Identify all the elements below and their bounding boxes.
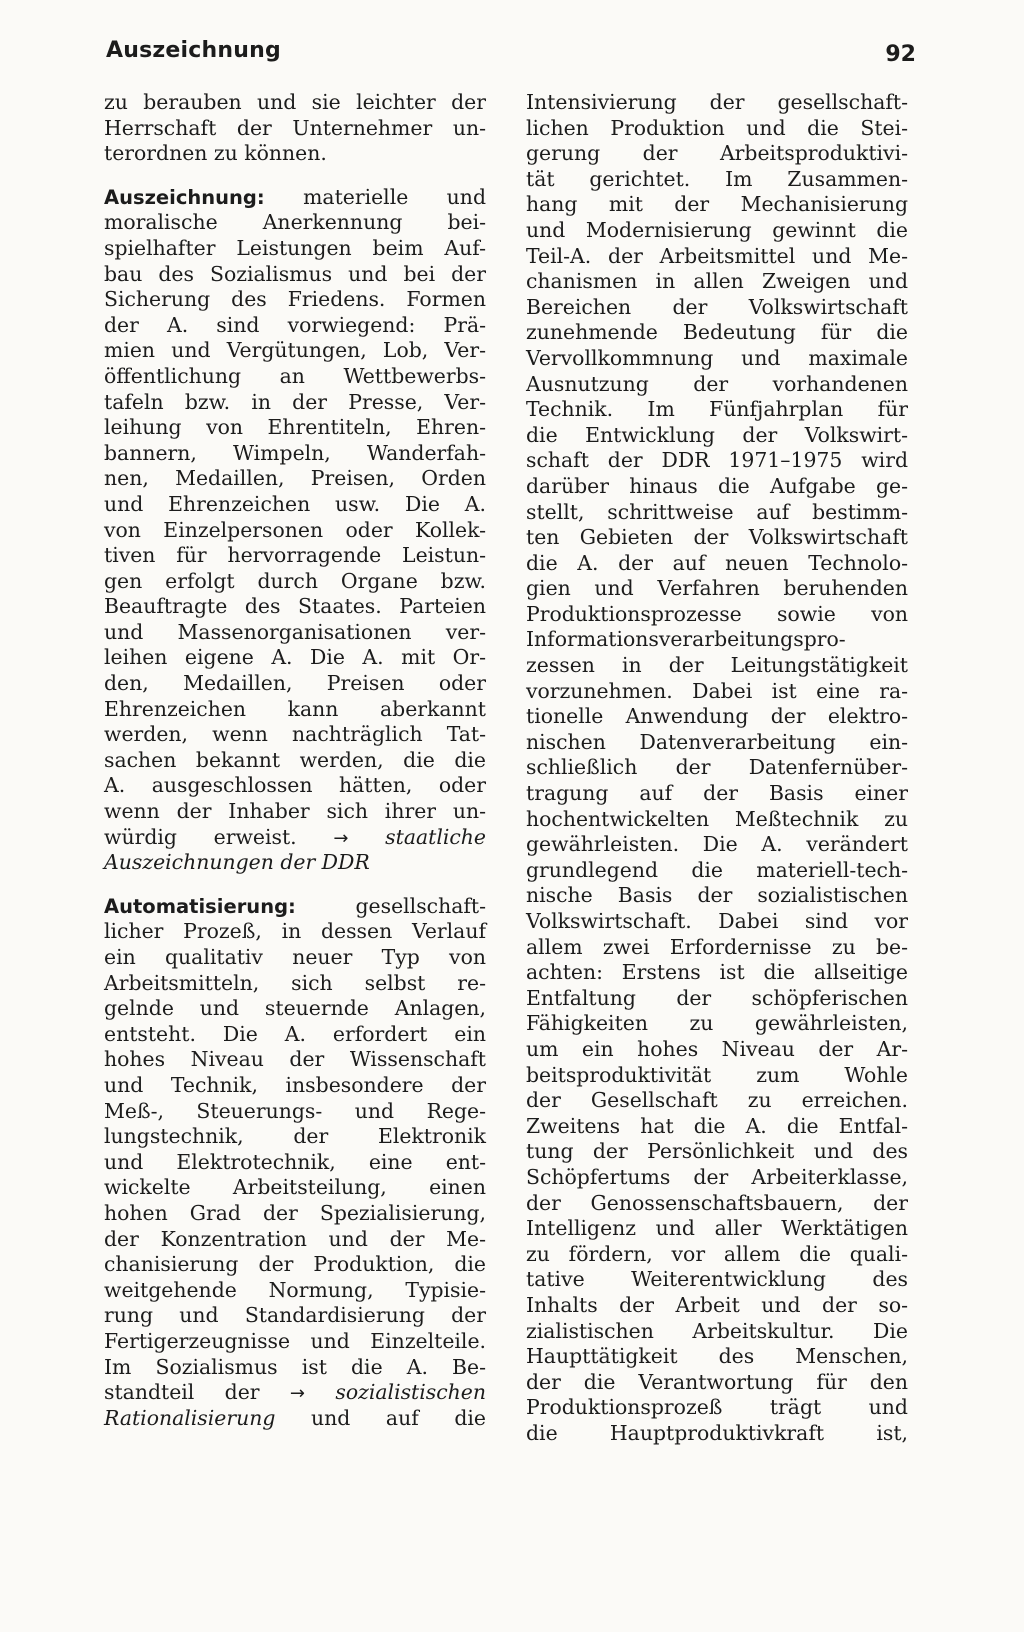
text-line [526, 551, 908, 577]
line-text: gien und Verfahren beruhenden [526, 576, 908, 601]
line-text: Arbeitsmitteln, sich selbst re- [104, 970, 486, 995]
line-text: Volkswirtschaft. Dabei sind vor [526, 909, 908, 933]
line-text: nischen Datenverarbeitung ein- [526, 729, 908, 754]
line-text: Produktionsprozesse sowie von [526, 601, 908, 626]
text-line [104, 262, 486, 288]
text-line [526, 1088, 908, 1114]
line-text: beitsproduktivität zum Wohle [526, 1062, 908, 1087]
text-line [104, 799, 486, 825]
text-line [104, 1355, 486, 1381]
text-line [526, 192, 908, 218]
text-line [526, 1165, 908, 1191]
text-line [104, 390, 486, 416]
text-line [104, 620, 486, 646]
cross-reference-term: sozialistischen [305, 1380, 486, 1405]
line-text: zu berauben und sie leichter der [104, 90, 486, 114]
text-line [526, 167, 908, 193]
text-line [526, 1242, 908, 1268]
line-text: darüber hinaus die Aufgabe ge- [526, 473, 908, 498]
line-text: um ein hohes Niveau der Ar- [526, 1036, 908, 1061]
line-text: leihen eigene A. Die A. mit Or- [104, 645, 486, 670]
text-line [526, 627, 908, 653]
line-text: achten: Erstens ist die allseitige [526, 960, 908, 985]
line-text: tionelle Anwendung der elektro- [526, 704, 908, 729]
line-text: Vervollkommnung und maximale [526, 345, 908, 370]
line-text: rung und Standardisierung der [104, 1303, 486, 1328]
text-line [526, 730, 908, 756]
line-text: und Technik, insbesondere der [104, 1072, 486, 1097]
line-text: öffentlichung an Wettbewerbs- [104, 363, 486, 388]
text-line [104, 850, 486, 876]
text-line [104, 1047, 486, 1073]
text-line [526, 116, 908, 142]
text-line [104, 236, 486, 262]
line-text: hohen Grad der Spezialisierung, [104, 1200, 486, 1225]
text-line [104, 645, 486, 671]
text-line [526, 346, 908, 372]
running-head: Auszeichnung [106, 38, 281, 63]
text-line [526, 320, 908, 346]
line-text: Haupttätigkeit des Menschen, [526, 1344, 908, 1369]
text-line [526, 448, 908, 474]
line-text: mien und Vergütungen, Lob, Ver- [104, 338, 486, 363]
line-text: Sicherung des Friedens. Formen [104, 287, 486, 312]
text-line [104, 996, 486, 1022]
paragraph-gap [104, 876, 486, 894]
line-text: schaft der DDR 1971–1975 wird [526, 448, 908, 473]
text-line [104, 894, 486, 920]
line-text: weitgehende Normung, Typisie- [104, 1277, 486, 1302]
text-line [104, 1252, 486, 1278]
text-line [526, 525, 908, 551]
text-line [526, 1191, 908, 1217]
text-line [104, 722, 486, 748]
line-text: Schöpfertums der Arbeiterklasse, [526, 1164, 908, 1189]
line-text: Technik. Im Fünfjahrplan für [526, 397, 908, 422]
text-line [526, 858, 908, 884]
line-text: bannern, Wimpeln, Wanderfah- [104, 440, 486, 465]
line-text: nische Basis der sozialistischen [526, 883, 908, 908]
line-text: ein qualitativ neuer Typ von [104, 945, 486, 969]
text-line [104, 919, 486, 945]
line-text: tät gerichtet. Im Zusammen- [526, 166, 908, 191]
line-text: bau des Sozialismus und bei der [104, 261, 486, 286]
line-text: leihung von Ehrentiteln, Ehren- [104, 415, 486, 440]
text-line [104, 1329, 486, 1355]
text-line [104, 90, 486, 116]
line-text: nen, Medaillen, Preisen, Orden [104, 466, 486, 491]
line-text: chanismen in allen Zweigen und [526, 269, 908, 294]
text-line [104, 415, 486, 441]
line-text: stellt, schrittweise auf bestimm- [526, 499, 908, 524]
cross-reference-term: staatliche [348, 824, 487, 849]
text-line [104, 313, 486, 339]
text-line [104, 1278, 486, 1304]
text-column-left [104, 90, 486, 1431]
cross-reference-term: Auszeichnungen der DDR [104, 850, 370, 875]
line-text: und Massenorganisationen ver- [104, 619, 486, 644]
text-line [104, 185, 486, 211]
line-text: den, Medaillen, Preisen oder [104, 671, 486, 696]
line-text: tung der Persönlichkeit und des [526, 1139, 908, 1164]
page-number: 92 [885, 42, 916, 67]
text-line [526, 909, 908, 935]
text-line [104, 210, 486, 236]
text-line [526, 960, 908, 986]
line-text: ten Gebieten der Volkswirtschaft [526, 525, 908, 550]
text-line [526, 602, 908, 628]
text-line [526, 1319, 908, 1345]
line-text: Produktionsprozeß trägt und [526, 1395, 908, 1420]
line-text: terordnen zu können. [104, 141, 327, 166]
text-line [526, 1370, 908, 1396]
line-text: Informationsverarbeitungspro- [526, 627, 846, 652]
line-text: wenn der Inhaber sich ihrer un- [104, 799, 486, 824]
text-line [526, 807, 908, 833]
text-line [104, 141, 486, 167]
text-line [526, 1037, 908, 1063]
line-text: von Einzelpersonen oder Kollek- [104, 517, 486, 542]
text-line [526, 372, 908, 398]
line-text: entsteht. Die A. erfordert ein [104, 1021, 486, 1046]
cross-reference-arrow-icon: → [333, 827, 349, 849]
line-text: würdig erweist. [104, 824, 334, 849]
text-line [526, 1139, 908, 1165]
line-text: gen erfolgt durch Organe bzw. [104, 568, 486, 593]
text-line [526, 244, 908, 270]
line-text: Entfaltung der schöpferischen [526, 985, 908, 1010]
text-line [104, 1099, 486, 1125]
line-text: wickelte Arbeitsteilung, einen [104, 1175, 486, 1200]
text-line [104, 594, 486, 620]
line-text: vorzunehmen. Dabei ist eine ra- [526, 678, 908, 703]
line-text: werden, wenn nachträglich Tat- [104, 722, 486, 747]
entry-headword: Auszeichnung: [104, 185, 265, 209]
line-text: standteil der [104, 1380, 290, 1405]
entry-headword: Automatisierung: [104, 894, 296, 918]
text-line [104, 1124, 486, 1150]
line-text: der Gesellschaft zu erreichen. [526, 1088, 908, 1113]
line-text: und Elektrotechnik, eine ent- [104, 1149, 486, 1174]
text-line [104, 748, 486, 774]
text-line [104, 945, 486, 971]
line-text: der Genossenschaftsbauern, der [526, 1190, 908, 1215]
line-text: gelnde und steuernde Anlagen, [104, 996, 486, 1021]
text-line [526, 653, 908, 679]
line-text: Intensivierung der gesellschaft- [526, 90, 908, 114]
line-text: zialistischen Arbeitskultur. Die [526, 1318, 908, 1343]
text-line [526, 704, 908, 730]
text-line [526, 781, 908, 807]
text-line [104, 364, 486, 390]
line-text: tafeln bzw. in der Presse, Ver- [104, 389, 486, 414]
cross-reference-arrow-icon: → [289, 1383, 306, 1405]
line-text: zu fördern, vor allem die quali- [526, 1241, 908, 1266]
text-line [104, 1022, 486, 1048]
line-text: chanisierung der Produktion, die [104, 1252, 486, 1277]
line-text: tative Weiterentwicklung des [526, 1267, 908, 1292]
text-line [104, 971, 486, 997]
line-text: licher Prozeß, in dessen Verlauf [104, 919, 486, 944]
text-line [104, 825, 486, 851]
text-line [104, 569, 486, 595]
line-text: und auf die [275, 1405, 486, 1430]
text-line [104, 466, 486, 492]
text-line [104, 543, 486, 569]
line-text: spielhafter Leistungen beim Auf- [104, 235, 486, 260]
line-text: materielle und [264, 184, 486, 209]
text-line [104, 338, 486, 364]
text-line [526, 1344, 908, 1370]
text-line [526, 1114, 908, 1140]
cross-reference-term: Rationalisierung [104, 1405, 276, 1430]
line-text: zessen in der Leitungstätigkeit [526, 653, 908, 678]
text-line [526, 832, 908, 858]
text-line [104, 1175, 486, 1201]
line-text: gesellschaft- [295, 893, 486, 918]
line-text: allem zwei Erfordernisse zu be- [526, 934, 908, 959]
text-line [526, 1063, 908, 1089]
text-line [526, 269, 908, 295]
text-line [526, 500, 908, 526]
line-text: der die Verantwortung für den [526, 1369, 908, 1394]
line-text: hohes Niveau der Wissenschaft [104, 1047, 486, 1072]
text-line [526, 755, 908, 781]
text-line [526, 576, 908, 602]
line-text: Beauftragte des Staates. Parteien [104, 594, 486, 619]
text-line [104, 1201, 486, 1227]
text-line [526, 397, 908, 423]
text-line [526, 1267, 908, 1293]
text-line [104, 518, 486, 544]
line-text: Ausnutzung der vorhandenen [526, 371, 908, 396]
line-text: Intelligenz und aller Werktätigen [526, 1216, 908, 1241]
text-column-right [526, 90, 908, 1446]
text-line [104, 116, 486, 142]
text-line [526, 1421, 908, 1447]
text-line [104, 671, 486, 697]
text-line [104, 1380, 486, 1406]
line-text: lichen Produktion und die Stei- [526, 115, 908, 140]
line-text: und Ehrenzeichen usw. Die A. [104, 491, 486, 516]
text-line [104, 1227, 486, 1253]
text-line [526, 1216, 908, 1242]
line-text: moralische Anerkennung bei- [104, 210, 486, 235]
line-text: Ehrenzeichen kann aberkannt [104, 696, 486, 721]
line-text: die Hauptproduktivkraft ist, [526, 1420, 908, 1445]
line-text: Zweitens hat die A. die Entfal- [526, 1113, 908, 1138]
line-text: die A. der auf neuen Technolo- [526, 550, 908, 575]
line-text: schließlich der Datenfernüber- [526, 755, 908, 780]
line-text: grundlegend die materiell-tech- [526, 857, 908, 882]
text-line [526, 474, 908, 500]
text-line [526, 90, 908, 116]
text-line [104, 492, 486, 518]
line-text: Fertigerzeugnisse und Einzelteile. [104, 1328, 486, 1353]
line-text: hang mit der Mechanisierung [526, 192, 908, 217]
line-text: lungstechnik, der Elektronik [104, 1124, 486, 1149]
line-text: gerung der Arbeitsproduktivi- [526, 141, 908, 166]
text-line [104, 773, 486, 799]
line-text: die Entwicklung der Volkswirt- [526, 422, 908, 447]
text-line [526, 679, 908, 705]
line-text: der Konzentration und der Me- [104, 1226, 486, 1251]
text-line [104, 1406, 486, 1432]
line-text: tiven für hervorragende Leistun- [104, 543, 486, 568]
line-text: und Modernisierung gewinnt die [526, 217, 908, 242]
text-line [526, 883, 908, 909]
text-line [526, 986, 908, 1012]
text-line [526, 1293, 908, 1319]
text-line [104, 697, 486, 723]
line-text: gewährleisten. Die A. verändert [526, 832, 908, 857]
line-text: zunehmende Bedeutung für die [526, 320, 908, 345]
line-text: tragung auf der Basis einer [526, 781, 908, 806]
line-text: Im Sozialismus ist die A. Be- [104, 1354, 486, 1379]
text-line [104, 1303, 486, 1329]
text-line [526, 218, 908, 244]
text-line [104, 287, 486, 313]
text-line [104, 1150, 486, 1176]
text-line [526, 423, 908, 449]
text-line [526, 1395, 908, 1421]
line-text: Meß-, Steuerungs- und Rege- [104, 1098, 486, 1123]
line-text: sachen bekannt werden, die die [104, 747, 486, 772]
paragraph-gap [104, 167, 486, 185]
line-text: Herrschaft der Unternehmer un- [104, 115, 486, 140]
text-line [526, 935, 908, 961]
text-line [104, 1073, 486, 1099]
line-text: Inhalts der Arbeit und der so- [526, 1292, 908, 1317]
text-line [526, 141, 908, 167]
line-text: hochentwickelten Meßtechnik zu [526, 806, 908, 831]
text-line [526, 295, 908, 321]
text-line [104, 441, 486, 467]
line-text: der A. sind vorwiegend: Prä- [104, 312, 486, 337]
line-text: A. ausgeschlossen hätten, oder [104, 773, 486, 798]
line-text: Fähigkeiten zu gewährleisten, [526, 1011, 908, 1036]
line-text: Bereichen der Volkswirtschaft [526, 294, 908, 319]
line-text: Teil-A. der Arbeitsmittel und Me- [526, 243, 908, 268]
text-line [526, 1011, 908, 1037]
